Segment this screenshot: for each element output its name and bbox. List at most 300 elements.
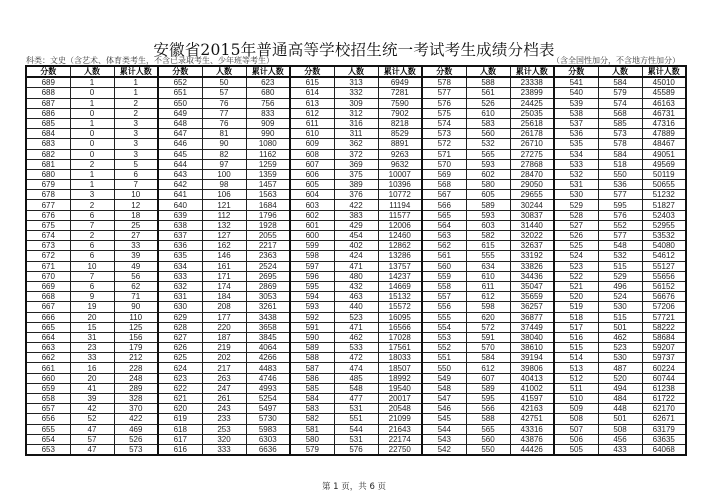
count-cell: 524: [598, 292, 642, 302]
cumulative-cell: 11194: [378, 200, 422, 210]
cumulative-cell: 289: [114, 383, 158, 393]
cumulative-cell: 1: [114, 88, 158, 98]
score-cell: 552: [422, 343, 466, 353]
score-cell: 625: [158, 353, 202, 363]
cumulative-cell: 5: [114, 159, 158, 169]
cumulative-cell: 9263: [378, 149, 422, 159]
score-cell: 565: [422, 210, 466, 220]
count-cell: 456: [598, 434, 642, 444]
cumulative-cell: 59737: [642, 353, 686, 363]
count-cell: 584: [598, 149, 642, 159]
cumulative-cell: 27868: [510, 159, 554, 169]
count-cell: 132: [202, 220, 246, 230]
cumulative-cell: 30837: [510, 210, 554, 220]
count-cell: 533: [334, 343, 378, 353]
count-cell: 76: [202, 118, 246, 128]
score-cell: 602: [290, 210, 334, 220]
cumulative-cell: 8529: [378, 129, 422, 139]
cumulative-cell: 62671: [642, 414, 686, 424]
count-cell: 362: [334, 139, 378, 149]
score-cell: 649: [158, 108, 202, 118]
cumulative-cell: 19540: [378, 383, 422, 393]
score-cell: 684: [26, 129, 70, 139]
count-cell: 177: [202, 312, 246, 322]
count-cell: 620: [466, 312, 510, 322]
count-cell: 572: [466, 322, 510, 332]
cumulative-cell: 1080: [246, 139, 290, 149]
table-row: [26, 159, 686, 169]
count-cell: 219: [202, 343, 246, 353]
table-row: [26, 118, 686, 128]
count-cell: 603: [466, 220, 510, 230]
count-cell: 233: [202, 414, 246, 424]
score-cell: 669: [26, 281, 70, 291]
count-cell: 174: [202, 281, 246, 291]
cumulative-cell: 31440: [510, 220, 554, 230]
count-cell: 76: [202, 98, 246, 108]
score-cell: 639: [158, 210, 202, 220]
score-cell: 659: [26, 383, 70, 393]
score-cell: 604: [290, 190, 334, 200]
count-cell: 480: [334, 271, 378, 281]
score-cell: 660: [26, 373, 70, 383]
score-cell: 560: [422, 261, 466, 271]
count-header: 人数: [202, 66, 246, 77]
cumulative-cell: 62170: [642, 404, 686, 414]
count-cell: 583: [466, 118, 510, 128]
count-cell: 424: [334, 251, 378, 261]
cumulative-cell: 33: [114, 241, 158, 251]
cumulative-cell: 17028: [378, 332, 422, 342]
score-cell: 554: [422, 322, 466, 332]
count-cell: 162: [202, 241, 246, 251]
count-cell: 20: [70, 373, 114, 383]
count-cell: 472: [334, 353, 378, 363]
score-cell: 537: [554, 118, 598, 128]
count-cell: 0: [70, 139, 114, 149]
cumulative-cell: 36257: [510, 302, 554, 312]
count-cell: 217: [202, 363, 246, 373]
count-cell: 100: [202, 169, 246, 179]
cumulative-cell: 16095: [378, 312, 422, 322]
count-cell: 515: [598, 261, 642, 271]
table-row: [26, 98, 686, 108]
table-row: [26, 241, 686, 251]
table-row: [26, 129, 686, 139]
count-cell: 548: [334, 383, 378, 393]
score-cell: 505: [554, 444, 598, 455]
cumulative-cell: 13757: [378, 261, 422, 271]
cumulative-cell: 22750: [378, 444, 422, 455]
count-cell: 127: [202, 231, 246, 241]
count-cell: 448: [598, 404, 642, 414]
score-cell: 586: [290, 373, 334, 383]
cumulative-header: 累计人数: [246, 66, 290, 77]
count-cell: 20: [70, 312, 114, 322]
count-cell: 532: [598, 251, 642, 261]
count-cell: 333: [202, 444, 246, 455]
count-cell: 7: [70, 220, 114, 230]
cumulative-cell: 30244: [510, 200, 554, 210]
cumulative-cell: 110: [114, 312, 158, 322]
cumulative-cell: 5254: [246, 394, 290, 404]
cumulative-cell: 18507: [378, 363, 422, 373]
score-cell: 583: [290, 404, 334, 414]
score-cell: 650: [158, 98, 202, 108]
count-cell: 566: [466, 404, 510, 414]
count-cell: 10: [70, 261, 114, 271]
score-cell: 556: [422, 302, 466, 312]
score-cell: 570: [422, 159, 466, 169]
cumulative-cell: 3: [114, 139, 158, 149]
score-cell: 587: [290, 363, 334, 373]
score-cell: 620: [158, 404, 202, 414]
cumulative-cell: 3: [114, 129, 158, 139]
score-cell: 549: [422, 373, 466, 383]
count-cell: 579: [598, 88, 642, 98]
cumulative-cell: 526: [114, 434, 158, 444]
score-cell: 577: [422, 88, 466, 98]
cumulative-cell: 16566: [378, 322, 422, 332]
cumulative-cell: 41002: [510, 383, 554, 393]
table-row: [26, 149, 686, 159]
cumulative-cell: 53532: [642, 231, 686, 241]
count-cell: 536: [598, 180, 642, 190]
table-row: [26, 251, 686, 261]
score-cell: 677: [26, 200, 70, 210]
count-cell: 1: [70, 180, 114, 190]
cumulative-cell: 3845: [246, 332, 290, 342]
cumulative-cell: 680: [246, 88, 290, 98]
count-cell: 82: [202, 149, 246, 159]
count-cell: 576: [598, 210, 642, 220]
count-cell: 584: [598, 77, 642, 88]
count-cell: 595: [598, 200, 642, 210]
cumulative-cell: 59207: [642, 343, 686, 353]
count-cell: 81: [202, 129, 246, 139]
count-cell: 422: [334, 200, 378, 210]
score-cell: 573: [422, 129, 466, 139]
score-cell: 525: [554, 241, 598, 251]
count-cell: 612: [466, 292, 510, 302]
cumulative-cell: 15132: [378, 292, 422, 302]
score-cell: 523: [554, 261, 598, 271]
count-cell: 429: [334, 220, 378, 230]
score-cell: 526: [554, 231, 598, 241]
cumulative-cell: 10772: [378, 190, 422, 200]
count-cell: 253: [202, 424, 246, 434]
cumulative-cell: 32637: [510, 241, 554, 251]
cumulative-header: 累计人数: [642, 66, 686, 77]
score-header: 分数: [554, 66, 598, 77]
count-cell: 1: [70, 77, 114, 88]
count-cell: 402: [334, 241, 378, 251]
cumulative-cell: 20548: [378, 404, 422, 414]
table-row: [26, 394, 686, 404]
count-cell: 555: [466, 251, 510, 261]
score-cell: 544: [422, 424, 466, 434]
count-cell: 1: [70, 169, 114, 179]
cumulative-cell: 18992: [378, 373, 422, 383]
cumulative-cell: 12: [114, 200, 158, 210]
cumulative-cell: 3053: [246, 292, 290, 302]
score-cell: 512: [554, 373, 598, 383]
score-cell: 648: [158, 118, 202, 128]
score-cell: 686: [26, 108, 70, 118]
count-cell: 112: [202, 210, 246, 220]
count-cell: 47: [70, 444, 114, 455]
cumulative-cell: 10: [114, 190, 158, 200]
cumulative-cell: 39: [114, 251, 158, 261]
count-cell: 202: [202, 353, 246, 363]
count-cell: 561: [466, 88, 510, 98]
count-cell: 2: [70, 231, 114, 241]
score-cell: 623: [158, 373, 202, 383]
score-cell: 640: [158, 200, 202, 210]
score-cell: 541: [554, 77, 598, 88]
count-cell: 376: [334, 190, 378, 200]
score-cell: 575: [422, 108, 466, 118]
cumulative-cell: 27: [114, 231, 158, 241]
score-cell: 628: [158, 322, 202, 332]
cumulative-cell: 12006: [378, 220, 422, 230]
cumulative-cell: 1259: [246, 159, 290, 169]
cumulative-header: 累计人数: [378, 66, 422, 77]
cumulative-cell: 179: [114, 343, 158, 353]
table-header-row: [26, 66, 686, 77]
cumulative-cell: 26178: [510, 129, 554, 139]
cumulative-cell: 2: [114, 98, 158, 108]
count-cell: 7: [70, 271, 114, 281]
category-note: 科类：文史（含艺术、体育类考生，不含已录取考生、少年班等考生）: [26, 56, 274, 65]
score-cell: 562: [422, 241, 466, 251]
score-cell: 507: [554, 424, 598, 434]
cumulative-cell: 54080: [642, 241, 686, 251]
count-cell: 565: [466, 149, 510, 159]
table-row: [26, 353, 686, 363]
table-row: [26, 434, 686, 444]
cumulative-cell: 64068: [642, 444, 686, 455]
score-cell: 531: [554, 180, 598, 190]
score-cell: 521: [554, 281, 598, 291]
count-cell: 501: [598, 322, 642, 332]
score-cell: 517: [554, 322, 598, 332]
table-row: [26, 312, 686, 322]
score-header: 分数: [422, 66, 466, 77]
score-cell: 675: [26, 220, 70, 230]
count-cell: 263: [202, 373, 246, 383]
cumulative-cell: 17561: [378, 343, 422, 353]
score-cell: 576: [422, 98, 466, 108]
count-cell: 312: [334, 108, 378, 118]
count-cell: 607: [466, 373, 510, 383]
cumulative-cell: 27275: [510, 149, 554, 159]
score-cell: 557: [422, 292, 466, 302]
count-cell: 634: [466, 261, 510, 271]
count-cell: 462: [334, 332, 378, 342]
score-cell: 532: [554, 169, 598, 179]
cumulative-cell: 3261: [246, 302, 290, 312]
cumulative-cell: 6303: [246, 434, 290, 444]
table-row: [26, 373, 686, 383]
score-cell: 547: [422, 394, 466, 404]
score-cell: 651: [158, 88, 202, 98]
cumulative-cell: 51827: [642, 200, 686, 210]
count-cell: 471: [334, 322, 378, 332]
cumulative-cell: 20017: [378, 394, 422, 404]
score-cell: 671: [26, 261, 70, 271]
cumulative-cell: 1457: [246, 180, 290, 190]
count-cell: 243: [202, 404, 246, 414]
count-cell: 615: [466, 241, 510, 251]
cumulative-cell: 13286: [378, 251, 422, 261]
table-row: [26, 322, 686, 332]
cumulative-cell: 21099: [378, 414, 422, 424]
score-cell: 572: [422, 139, 466, 149]
count-cell: 98: [202, 180, 246, 190]
score-cell: 598: [290, 251, 334, 261]
count-cell: 573: [598, 129, 642, 139]
score-cell: 627: [158, 332, 202, 342]
score-header: 分数: [290, 66, 334, 77]
count-cell: 171: [202, 271, 246, 281]
count-cell: 550: [598, 169, 642, 179]
score-cell: 654: [26, 434, 70, 444]
cumulative-cell: 1162: [246, 149, 290, 159]
cumulative-cell: 12862: [378, 241, 422, 251]
count-cell: 57: [202, 88, 246, 98]
cumulative-cell: 623: [246, 77, 290, 88]
count-cell: 52: [70, 414, 114, 424]
count-cell: 593: [466, 159, 510, 169]
count-cell: 598: [466, 302, 510, 312]
score-cell: 588: [290, 353, 334, 363]
score-cell: 589: [290, 343, 334, 353]
score-cell: 527: [554, 220, 598, 230]
cumulative-header: 累计人数: [510, 66, 554, 77]
cumulative-cell: 60744: [642, 373, 686, 383]
score-cell: 585: [290, 383, 334, 393]
count-cell: 433: [598, 444, 642, 455]
count-cell: 3: [70, 190, 114, 200]
score-cell: 540: [554, 88, 598, 98]
cumulative-cell: 90: [114, 302, 158, 312]
cumulative-cell: 5730: [246, 414, 290, 424]
cumulative-cell: 62: [114, 281, 158, 291]
score-cell: 600: [290, 231, 334, 241]
cumulative-cell: 422: [114, 414, 158, 424]
score-cell: 539: [554, 98, 598, 108]
count-cell: 531: [334, 404, 378, 414]
count-cell: 57: [70, 434, 114, 444]
score-cell: 533: [554, 159, 598, 169]
count-cell: 501: [598, 414, 642, 424]
count-cell: 313: [334, 77, 378, 88]
cumulative-cell: 12460: [378, 231, 422, 241]
score-cell: 621: [158, 394, 202, 404]
cumulative-cell: 43876: [510, 434, 554, 444]
cumulative-cell: 39806: [510, 363, 554, 373]
count-cell: 595: [466, 394, 510, 404]
count-cell: 551: [334, 414, 378, 424]
score-cell: 508: [554, 414, 598, 424]
cumulative-cell: 55127: [642, 261, 686, 271]
cumulative-cell: 23338: [510, 77, 554, 88]
score-cell: 530: [554, 190, 598, 200]
cumulative-cell: 6949: [378, 77, 422, 88]
score-cell: 606: [290, 169, 334, 179]
cumulative-cell: 4993: [246, 383, 290, 393]
count-cell: 6: [70, 241, 114, 251]
cumulative-cell: 370: [114, 404, 158, 414]
count-cell: 523: [598, 343, 642, 353]
score-cell: 689: [26, 77, 70, 88]
bonus-note: （含全国性加分，不含地方性加分）: [552, 56, 680, 65]
table-row: [26, 88, 686, 98]
cumulative-cell: 52955: [642, 220, 686, 230]
score-cell: 670: [26, 271, 70, 281]
count-cell: 2: [70, 200, 114, 210]
count-header: 人数: [598, 66, 642, 77]
cumulative-cell: 14237: [378, 271, 422, 281]
score-cell: 630: [158, 302, 202, 312]
score-cell: 536: [554, 129, 598, 139]
count-cell: 309: [334, 98, 378, 108]
score-cell: 643: [158, 169, 202, 179]
count-cell: 484: [598, 394, 642, 404]
score-cell: 597: [290, 261, 334, 271]
cumulative-cell: 61722: [642, 394, 686, 404]
cumulative-cell: 469: [114, 424, 158, 434]
count-cell: 23: [70, 343, 114, 353]
score-cell: 645: [158, 149, 202, 159]
score-cell: 658: [26, 394, 70, 404]
cumulative-cell: 57721: [642, 312, 686, 322]
score-cell: 662: [26, 353, 70, 363]
cumulative-cell: 44426: [510, 444, 554, 455]
cumulative-cell: 2363: [246, 251, 290, 261]
count-cell: 570: [466, 343, 510, 353]
count-cell: 121: [202, 200, 246, 210]
score-cell: 513: [554, 363, 598, 373]
score-cell: 522: [554, 271, 598, 281]
count-cell: 332: [334, 88, 378, 98]
cumulative-cell: 34436: [510, 271, 554, 281]
count-cell: 16: [70, 363, 114, 373]
count-cell: 560: [466, 129, 510, 139]
cumulative-cell: 46163: [642, 98, 686, 108]
count-cell: 316: [334, 118, 378, 128]
score-cell: 626: [158, 343, 202, 353]
score-cell: 617: [158, 434, 202, 444]
score-cell: 518: [554, 312, 598, 322]
score-cell: 534: [554, 149, 598, 159]
score-header: 分数: [158, 66, 202, 77]
score-cell: 624: [158, 363, 202, 373]
cumulative-cell: 328: [114, 394, 158, 404]
cumulative-cell: 4064: [246, 343, 290, 353]
score-cell: 688: [26, 88, 70, 98]
score-cell: 636: [158, 241, 202, 251]
count-cell: 580: [466, 180, 510, 190]
score-cell: 594: [290, 292, 334, 302]
cumulative-cell: 8218: [378, 118, 422, 128]
cumulative-cell: 10396: [378, 180, 422, 190]
cumulative-cell: 36877: [510, 312, 554, 322]
score-cell: 516: [554, 332, 598, 342]
score-cell: 563: [422, 231, 466, 241]
count-cell: 574: [598, 98, 642, 108]
